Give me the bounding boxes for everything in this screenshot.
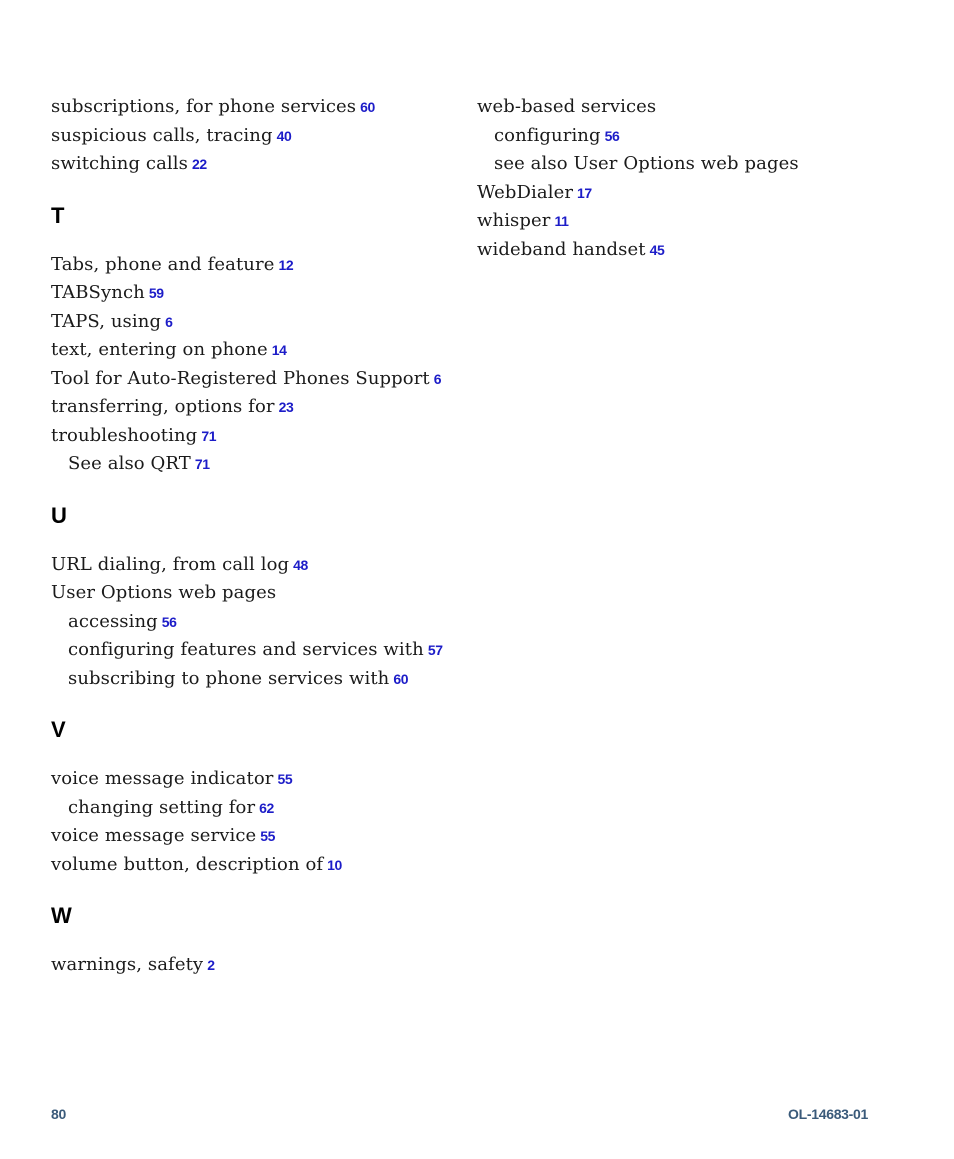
- page-link[interactable]: 23: [278, 399, 294, 415]
- entry-text: TAPS, using: [51, 310, 162, 332]
- index-subentry: [51, 450, 451, 479]
- entry-text: changing setting for: [68, 796, 256, 818]
- entry-text: voice message indicator: [51, 768, 274, 789]
- page-link[interactable]: 45: [649, 241, 665, 258]
- page-link[interactable]: 17: [577, 184, 592, 201]
- index-entry: [477, 207, 917, 236]
- entry-text: TABSynch: [51, 282, 145, 303]
- page-link[interactable]: 59: [148, 285, 164, 301]
- entry-text: configuring: [494, 124, 601, 146]
- page-link[interactable]: 22: [191, 156, 207, 172]
- index-entry: [51, 551, 451, 580]
- index-entry: [51, 308, 451, 337]
- entry-text: switching calls: [51, 153, 188, 174]
- index-entry: [51, 122, 451, 151]
- entry-text: warnings, safety: [51, 954, 204, 975]
- section-heading-u: U: [51, 502, 67, 528]
- page-link[interactable]: 2: [207, 957, 215, 973]
- footer-page-number: 80: [51, 1106, 66, 1122]
- page-link[interactable]: 56: [161, 613, 177, 630]
- page-link[interactable]: 55: [260, 828, 276, 844]
- index-entry: [51, 765, 451, 794]
- index-entry: [51, 393, 451, 422]
- page-link[interactable]: 56: [604, 127, 620, 144]
- entry-text: text, entering on phone: [51, 339, 268, 360]
- entry-text: User Options web pages: [51, 582, 277, 603]
- page-link[interactable]: 71: [194, 456, 210, 472]
- index-entry: [51, 150, 451, 179]
- index-subentry: [477, 122, 917, 151]
- entry-text: subscribing to phone services with: [68, 667, 390, 689]
- index-entry: [51, 422, 451, 451]
- entry-text: see also User Options web pages: [494, 153, 799, 174]
- index-subentry: [51, 608, 451, 637]
- index-entry: [51, 93, 451, 122]
- entry-text: subscriptions, for phone services: [51, 96, 357, 117]
- index-entry: [51, 251, 451, 280]
- index-entry: [51, 579, 451, 608]
- index-entry: [477, 93, 917, 122]
- entry-text: voice message service: [51, 825, 257, 846]
- page-link[interactable]: 12: [278, 256, 294, 273]
- entry-text: accessing: [68, 610, 158, 632]
- index-entry: [477, 236, 917, 265]
- entry-text: See also QRT: [68, 453, 191, 474]
- index-entry: [51, 951, 451, 980]
- section-heading-t: T: [51, 202, 65, 228]
- index-entry: [477, 179, 917, 208]
- footer-doc-number: OL-14683-01: [788, 1106, 868, 1122]
- entry-text: Tabs, phone and feature: [51, 253, 275, 275]
- page-link[interactable]: 40: [276, 127, 292, 144]
- entry-text: suspicious calls, tracing: [51, 124, 273, 146]
- page-link[interactable]: 48: [293, 556, 308, 573]
- page-link[interactable]: 14: [271, 342, 287, 358]
- index-entry: [51, 851, 451, 880]
- index-subentry: [51, 636, 451, 665]
- index-subentry: [51, 794, 451, 823]
- page-link[interactable]: 6: [165, 313, 173, 330]
- entry-text: wideband handset: [477, 238, 646, 260]
- section-heading-w: W: [51, 903, 72, 928]
- entry-text: WebDialer: [477, 181, 574, 203]
- page-link[interactable]: 6: [433, 370, 442, 387]
- entry-text: whisper: [477, 210, 551, 231]
- entry-text: troubleshooting: [51, 424, 198, 446]
- page-link[interactable]: 10: [327, 856, 342, 873]
- index-subentry: [477, 150, 917, 179]
- page-link[interactable]: 57: [427, 642, 443, 658]
- page-link[interactable]: 55: [277, 771, 293, 787]
- entry-text: transferring, options for: [51, 396, 275, 417]
- index-right-column: [477, 93, 917, 264]
- index-entry: [51, 365, 451, 394]
- page-link[interactable]: 11: [554, 213, 569, 229]
- index-entry: [51, 336, 451, 365]
- entry-text: configuring features and services with: [68, 639, 424, 660]
- entry-text: URL dialing, from call log: [51, 553, 290, 575]
- index-left-column: [51, 93, 451, 980]
- index-entry: [51, 279, 451, 308]
- entry-text: web-based services: [477, 96, 657, 117]
- index-subentry: [51, 665, 451, 694]
- page-link[interactable]: 60: [360, 99, 375, 115]
- index-entry: [51, 822, 451, 851]
- entry-text: Tool for Auto-Registered Phones Support: [51, 367, 430, 389]
- page-link[interactable]: 71: [201, 427, 217, 444]
- page-link[interactable]: 60: [393, 670, 409, 687]
- page-link[interactable]: 62: [259, 799, 274, 816]
- section-heading-v: V: [51, 717, 66, 742]
- entry-text: volume button, description of: [51, 853, 324, 875]
